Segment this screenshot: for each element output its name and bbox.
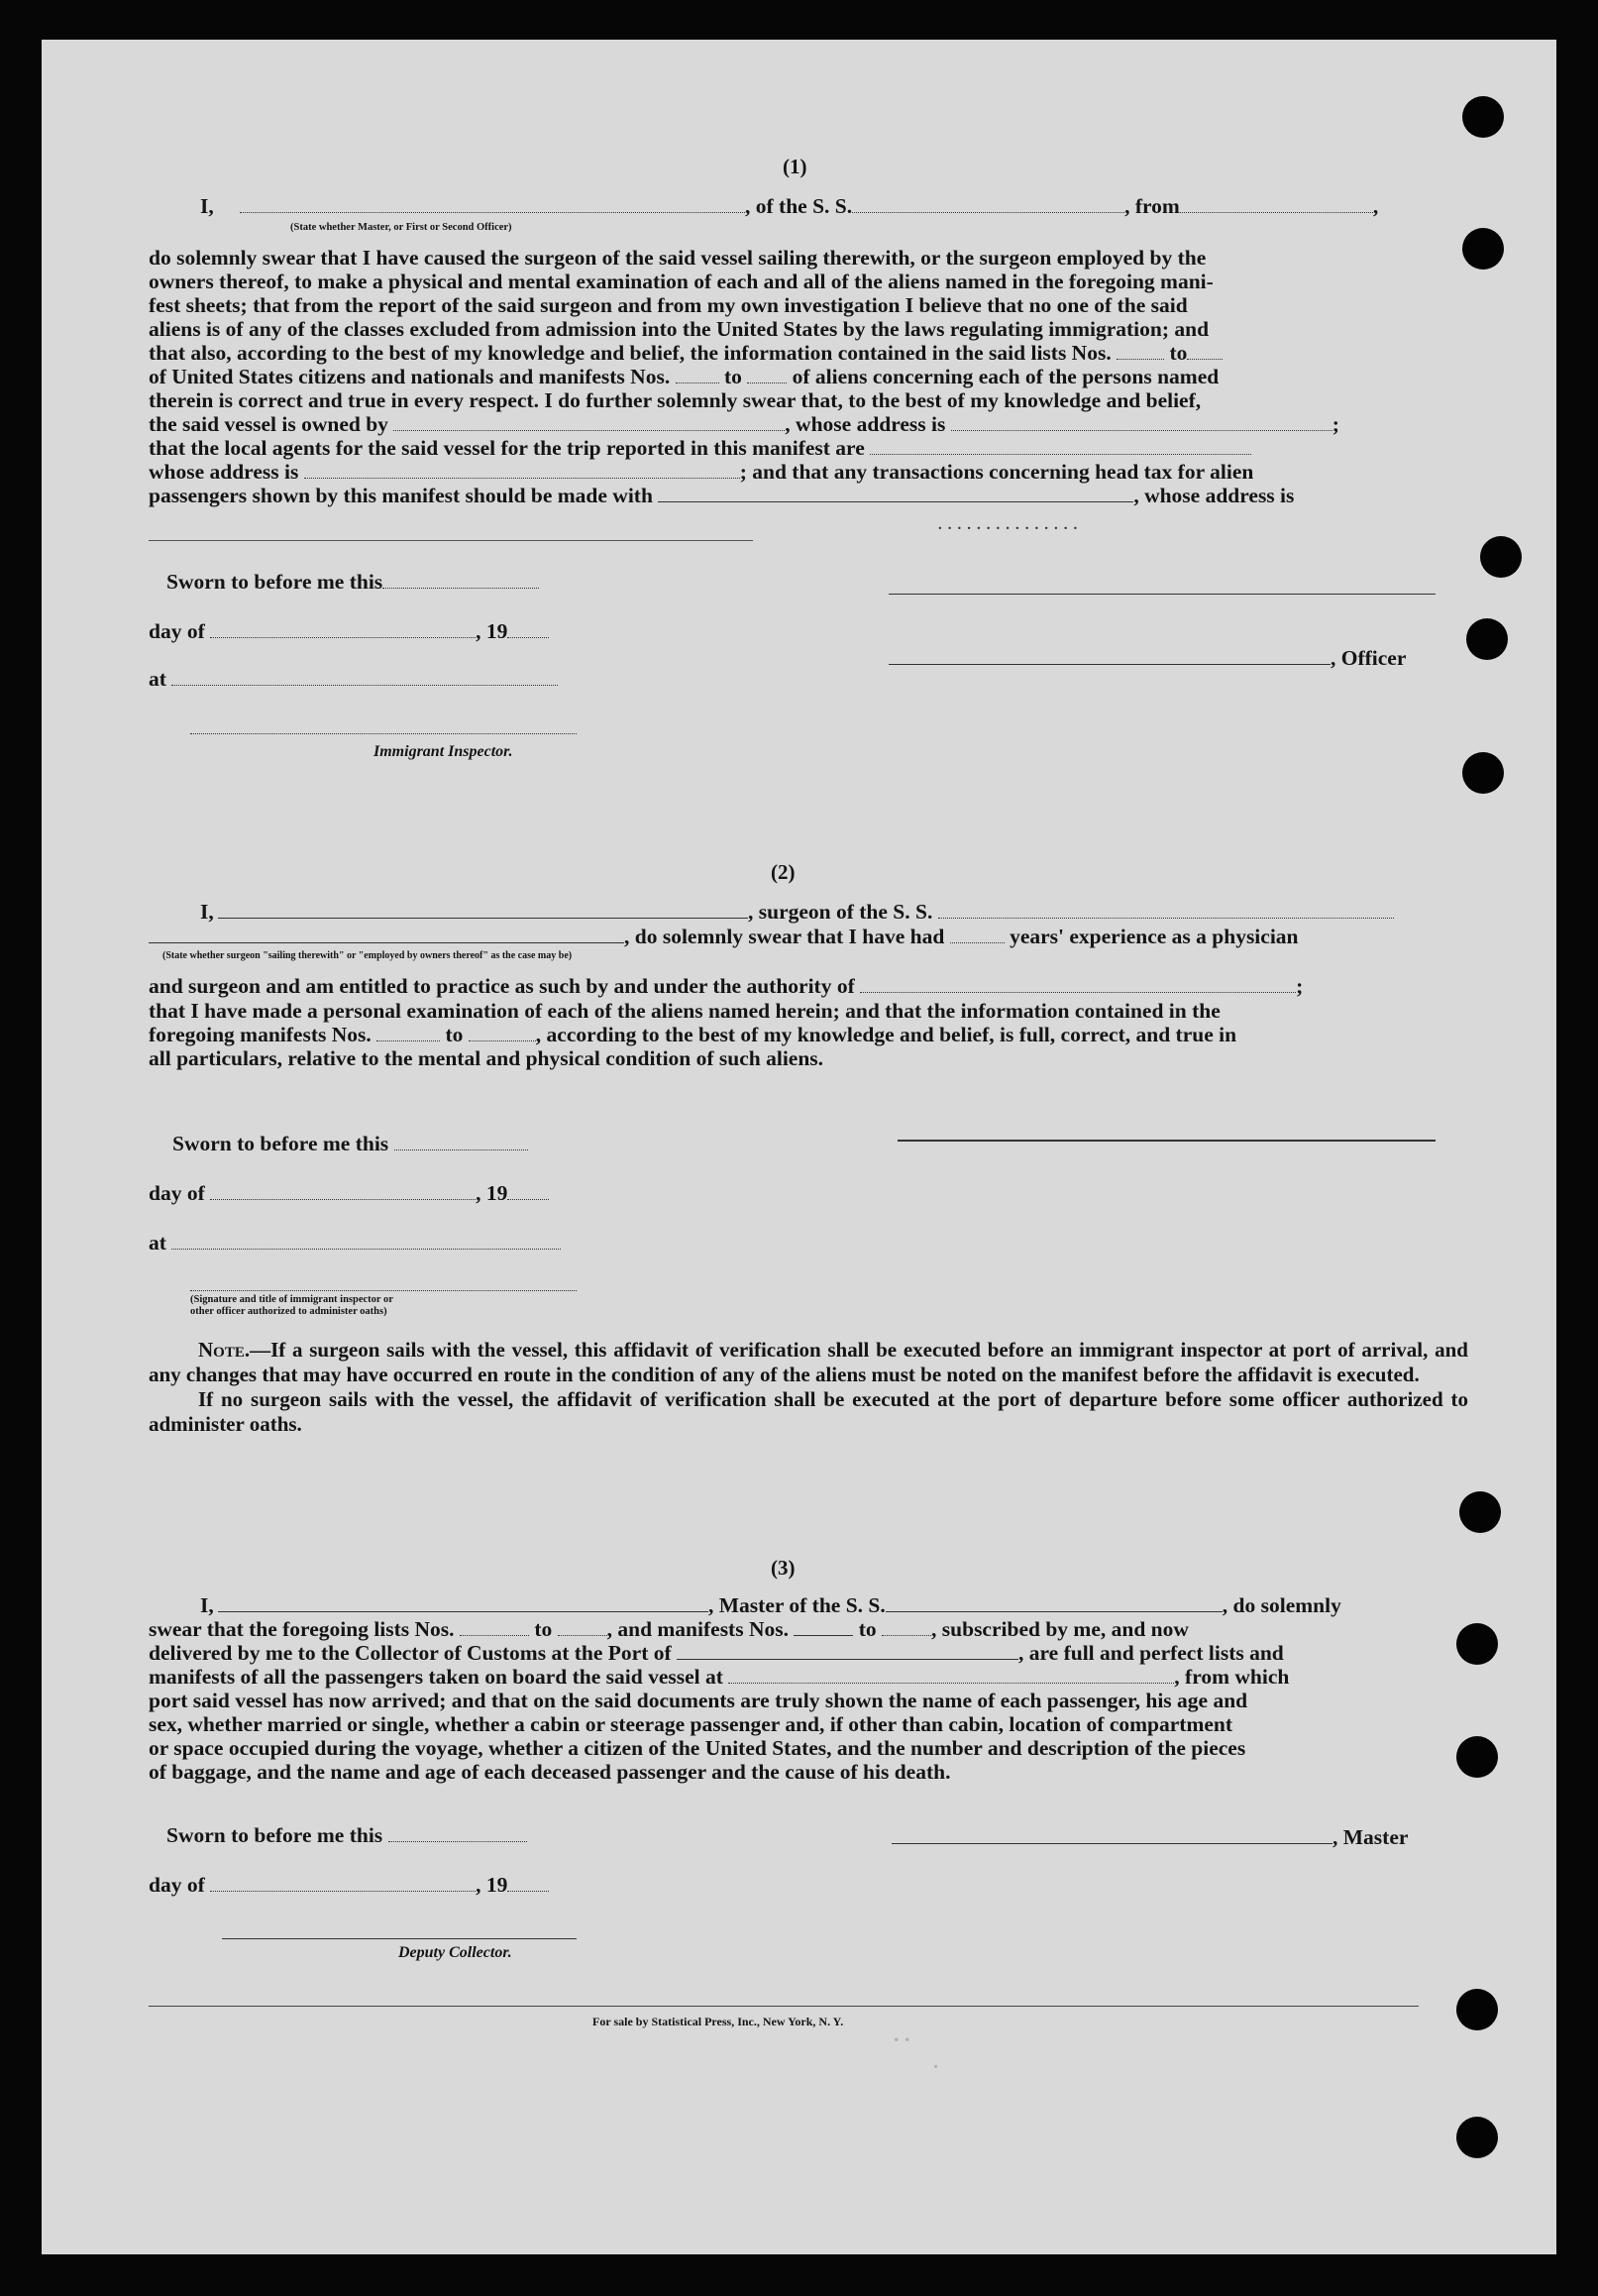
experience-label: years' experience as a physician [1010, 925, 1299, 948]
stamp-dots: ............... [938, 517, 1084, 533]
manifests-label: foregoing manifests Nos. [149, 1023, 372, 1046]
body-line: port said vessel has now arrived; and that on the said documents are truly shown the name of each passenger, his age and [149, 1689, 1248, 1712]
pronoun-i: I, [200, 900, 214, 924]
body-line: , from which [1174, 1665, 1290, 1689]
lists-from-field[interactable] [460, 1617, 529, 1636]
deputy-signature-line[interactable] [222, 1938, 577, 1939]
lists-label: swear that the foregoing lists Nos. [149, 1617, 455, 1641]
body-line: ; and that any transactions concerning head tax for alien [739, 460, 1254, 484]
manifests-label: , and manifests Nos. [606, 1617, 789, 1641]
master-label: , Master [1332, 1825, 1409, 1849]
footer-rule [149, 2006, 1419, 2007]
sworn-row [172, 1132, 1556, 1155]
body-line: of aliens concerning each of the persons named [792, 365, 1220, 388]
agents-label: that the local agents for the said vessel for the trip reported in this manifest are [149, 436, 865, 460]
manifests-from-field[interactable] [676, 365, 719, 383]
body-line: , subscribed by me, and now [931, 1617, 1189, 1641]
year-prefix: , 19 [476, 619, 508, 643]
day-of-label: day of [149, 619, 205, 643]
lists-from-field[interactable] [1117, 341, 1164, 360]
officer-row [889, 646, 1556, 670]
body-line: aliens is of any of the classes excluded from admission into the United States by the laws regulating immigration; and [149, 317, 1210, 341]
officer-signature-line-top[interactable] [889, 594, 1436, 595]
solemnly-label: , do solemnly [1222, 1593, 1341, 1617]
sworn-date-field[interactable] [394, 1132, 528, 1150]
at-row [149, 667, 1556, 691]
to-label: to [445, 1023, 464, 1046]
place-field[interactable] [171, 667, 558, 686]
departure-port-field[interactable] [1180, 194, 1373, 213]
body-line: , are full and perfect lists and [1018, 1641, 1284, 1665]
day-of-label: day of [149, 1181, 205, 1205]
punch-hole [1459, 1491, 1501, 1533]
note-paragraph [149, 1387, 1468, 1437]
manifests-to-field[interactable] [747, 365, 787, 383]
authority-label: and surgeon and am entitled to practice as such by and under the authority of [149, 974, 855, 998]
whose-address-label: whose address is [149, 460, 299, 484]
day-row [149, 1873, 1556, 1897]
owner-field[interactable] [393, 412, 785, 431]
of-ss-label: , of the S. S. [745, 194, 853, 218]
owned-by-label: the said vessel is owned by [149, 412, 388, 436]
printer-credit: For sale by Statistical Press, Inc., New York, N. Y. [592, 2015, 844, 2028]
punch-hole [1456, 2117, 1498, 2158]
signature-caption [190, 1294, 393, 1318]
to-label: to [1169, 341, 1188, 365]
master-name-field[interactable] [218, 1593, 708, 1612]
day-row [149, 1181, 1556, 1205]
agents-address-field[interactable] [304, 460, 740, 479]
sworn-date-field[interactable] [382, 570, 539, 589]
boarded-at-label: manifests of all the passengers taken on board the said vessel at [149, 1665, 723, 1689]
body-line: do solemnly swear that I have caused the surgeon of the said vessel sailing therewith, or the surgeon employed by the [149, 246, 1207, 270]
punch-hole [1462, 228, 1504, 270]
authority-field[interactable] [860, 974, 1296, 993]
body-line: of United States citizens and nationals and manifests Nos. [149, 365, 671, 388]
master-signature-field[interactable] [892, 1825, 1332, 1844]
master-row [892, 1825, 1556, 1849]
punch-hole [1462, 752, 1504, 794]
body-line: all particulars, relative to the mental and physical condition of such aliens. [149, 1046, 824, 1070]
punctuation: ; [1296, 974, 1304, 998]
at-label: at [149, 667, 166, 691]
punch-hole [1456, 1989, 1498, 2030]
lists-to-field[interactable] [558, 1617, 607, 1636]
port-label: delivered by me to the Collector of Customs at the Port of [149, 1641, 672, 1665]
at-label: at [149, 1231, 166, 1255]
year-field[interactable] [507, 619, 549, 638]
sworn-label: Sworn to before me this [172, 1132, 389, 1155]
signature-caption-line: (Signature and title of immigrant inspector or [190, 1294, 393, 1305]
body-line: or space occupied during the voyage, whether a citizen of the United States, and the number and description of the pieces [149, 1736, 1246, 1760]
to-label: to [723, 365, 742, 388]
sworn-date-field[interactable] [388, 1823, 527, 1842]
pronoun-i: I, [200, 1593, 214, 1617]
pronoun-i: I, [200, 194, 214, 218]
surgeon-name-field[interactable] [218, 900, 748, 919]
punch-hole [1462, 96, 1504, 138]
body-line: that I have made a personal examination of each of the aliens named herein; and that the information contained in the [149, 999, 1221, 1023]
port-field[interactable] [677, 1641, 1018, 1660]
day-month-field[interactable] [210, 1873, 476, 1892]
at-row [149, 1231, 1556, 1255]
body-line: that also, according to the best of my knowledge and belief, the information contained in the said lists Nos. [149, 341, 1112, 365]
head-tax-party-field[interactable] [658, 484, 1133, 502]
note-text: If no surgeon sails with the vessel, the affidavit of verification shall be executed at the port of departure before some officer authorized to administer oaths. [149, 1387, 1468, 1436]
officer-label: , Officer [1331, 646, 1407, 670]
bleed-through-mark: . [933, 2051, 938, 2073]
owner-address-field[interactable] [951, 412, 1332, 431]
sworn-label: Sworn to before me this [166, 570, 383, 594]
note-paragraph [149, 1338, 1468, 1387]
punctuation: ; [1332, 412, 1339, 436]
surgeon-of-label: , surgeon of the S. S. [748, 900, 933, 924]
note-label: Note. [198, 1338, 251, 1362]
day-of-label: day of [149, 1873, 205, 1897]
vessel-name-field[interactable] [938, 900, 1394, 919]
manifests-to-field[interactable] [469, 1023, 536, 1041]
head-tax-label: passengers shown by this manifest should be made with [149, 484, 653, 507]
deputy-caption: Deputy Collector. [398, 1944, 512, 1961]
inspector-caption: Immigrant Inspector. [373, 743, 513, 760]
inspector-signature-line[interactable] [190, 733, 577, 734]
to-label: to [858, 1617, 877, 1641]
boarding-port-field[interactable] [728, 1665, 1174, 1684]
signature-caption-line: other officer authorized to administer oaths) [190, 1306, 387, 1317]
form-page: (1) I, , of the S. S. , from , (State whether Master, or First or Second Officer) do solemnly swear that I have caused the surgeon of the said vessel sailing therewith, or the surgeon employed by the owners thereof, to make a physical and mental examination of each and all of the aliens named in the foregoing mani- fest sheets; that from the report of the said surgeon and from my own investigation I believe that no one of the said aliens is of any of the classes excluded from admission into the United States by the laws regulating immigration; and that also, according to the best of my knowledge and belief, the information contained in the said lists Nos. to of United States citizens and nationals and manifests Nos. to of aliens concerning each of the persons named therein is correct and true in every respect. I do further solemnly swear that, to the best of my knowledge and belief, the said vessel is owned by , whose address is ; that the local agents for the said vessel for the trip reported in this manifest are whose address is ; and that any transactions concerning head tax for alien passengers shown by this manifest should be made with , whose address is ............... Sworn to before me this day of , 19 at Immigrant Inspector. , Officer (2) I, , surgeon of the S. S. , do solemnly swear that I have had years' experience as a physician (State whether surgeon "sailing therewith" or "employed by owners thereof" as the case may be) and surgeon and am entitled to practice as such by and under the authority of ; that I have made a personal examination of each of the aliens named herein; and that the information contained in the foregoing manifests Nos. to , according to the best of my knowledge and belief, is full, correct, and true in all particulars, relative to the mental and physical condition of such aliens. Sworn to before me this day of , 19 at (Signature and title of immigrant inspector or other officer authorized to administer oaths) Note.—If a surgeon sails with the vessel, this affidavit of verification shall be executed before an immigrant inspector at port of arrival, and any changes that may have occurred en route in the condition of any of the aliens must be noted on the manifest before the affidavit is executed. If no surgeon sails with the vessel, the affidavit of verification shall be executed at the port of departure before some officer authorized to administer oaths. (3) I, , Master of the S. S. , do solemnly swear that the foregoing lists Nos. to , and manifests Nos. to , subscribed by me, and now delivered by me to the Collector of Customs at the Port of , are full and perfect lists and manifests of all the passengers taken on board the said vessel at , from which port said vessel has now arrived; and that on the said documents are truly shown the name of each passenger, his age and sex, whether married or single, whether a cabin or steerage passenger and, if other than cabin, location of compartment or space occupied during the voyage, whether a citizen of the United States, and the number and description of the pieces of baggage, and the name and age of each deceased passenger and the cause of his death. Sworn to before me this day of , 19 Deputy Collector. , Master For sale by Statistical Press, Inc., New York, N. Y. . . . [42, 40, 1556, 2254]
year-field[interactable] [507, 1181, 549, 1200]
from-label: , from [1124, 194, 1180, 218]
agents-field[interactable] [870, 436, 1251, 455]
body-line: therein is correct and true in every respect. I do further solemnly swear that, to the best of my knowledge and belief, [149, 388, 1202, 412]
years-field[interactable] [950, 925, 1005, 943]
body-line: of baggage, and the name and age of each deceased passenger and the cause of his death. [149, 1760, 951, 1784]
bleed-through-mark: . . [894, 2022, 910, 2046]
note-text: —If a surgeon sails with the vessel, this affidavit of verification shall be executed before an immigrant inspector at port of arrival, and any changes that may have occurred en route in the condition of any of the aliens must be noted on the manifest before the affidavit is executed. [149, 1338, 1468, 1386]
day-row [149, 619, 1556, 643]
to-label: to [534, 1617, 553, 1641]
surgeon-signature-line[interactable] [898, 1140, 1436, 1142]
body-line: owners thereof, to make a physical and mental examination of each and all of the aliens named in the foregoing mani- [149, 270, 1214, 293]
note-block [149, 1338, 1468, 1437]
whose-address-label: , whose address is [785, 412, 946, 436]
day-month-field[interactable] [210, 1181, 476, 1200]
section-2-number: (2) [771, 860, 796, 884]
surgeon-hint: (State whether surgeon "sailing therewith" or "employed by owners thereof" as the case may be) [162, 950, 573, 961]
inspector-signature-line[interactable] [190, 1290, 577, 1291]
body-line: , according to the best of my knowledge and belief, is full, correct, and true in [535, 1023, 1237, 1046]
whose-address-label: , whose address is [1133, 484, 1295, 507]
section-3-number: (3) [771, 1556, 796, 1580]
year-prefix: , 19 [476, 1181, 508, 1205]
manifests-from-field[interactable] [376, 1023, 440, 1041]
officer-signature-field[interactable] [889, 646, 1331, 665]
lists-to-field[interactable] [1187, 341, 1223, 360]
sworn-label: Sworn to before me this [166, 1823, 383, 1847]
manifests-to-field[interactable] [882, 1617, 931, 1636]
day-month-field[interactable] [210, 619, 476, 638]
officer-hint: (State whether Master, or First or Second Officer) [290, 222, 512, 233]
manifests-from-field[interactable] [794, 1617, 853, 1636]
vessel-name-field[interactable] [852, 194, 1124, 213]
year-prefix: , 19 [476, 1873, 508, 1897]
sworn-row [166, 570, 1556, 594]
section-1-number: (1) [783, 155, 807, 178]
body-line: fest sheets; that from the report of the said surgeon and from my own investigation I believe that no one of the said [149, 293, 1188, 317]
body-line: sex, whether married or single, whether a cabin or steerage passenger and, if other than cabin, location of compartment [149, 1712, 1233, 1736]
address-continuation-line[interactable] [149, 540, 753, 541]
place-field[interactable] [171, 1231, 561, 1250]
surgeon-status-field[interactable] [149, 925, 624, 943]
vessel-name-field[interactable] [886, 1593, 1223, 1612]
master-of-label: , Master of the S. S. [708, 1593, 886, 1617]
years-label: , do solemnly swear that I have had [624, 925, 945, 948]
officer-name-field[interactable] [240, 194, 745, 213]
year-field[interactable] [507, 1873, 549, 1892]
